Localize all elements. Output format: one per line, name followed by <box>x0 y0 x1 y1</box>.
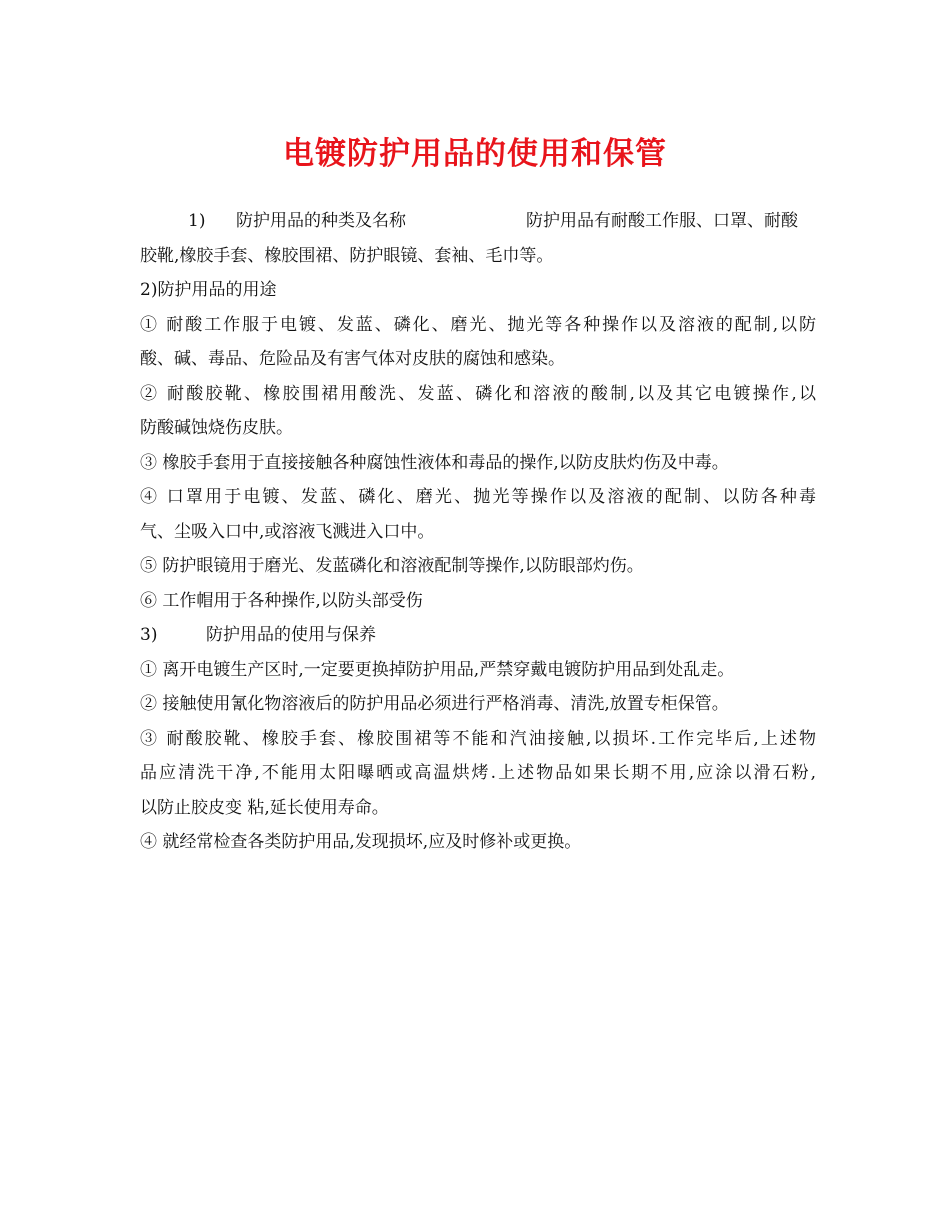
section1-text-line2: 胶靴,橡胶手套、橡胶围裙、防护眼镜、套袖、毛巾等。 <box>140 245 554 266</box>
section1-first-line <box>140 204 816 239</box>
section2-line-1: ① 耐酸工作服于电镀、发蓝、磷化、磨光、抛光等各种操作以及溶液的配制,以防 <box>140 314 816 335</box>
document-title: 电镀防护用品的使用和保管 <box>283 136 667 172</box>
section1-heading: 防护用品的种类及名称 <box>236 211 406 231</box>
section3-line-6: ④ 就经常检查各类防护用品,发现损坏,应及时修补或更换。 <box>140 832 582 852</box>
section2-line-5: ③ 橡胶手套用于直接接触各种腐蚀性液体和毒品的操作,以防皮肤灼伤及中毒。 <box>140 452 729 473</box>
section3-line-3: ③ 耐酸胶靴、橡胶手套、橡胶围裙等不能和汽油接触,以损坏.工作完毕后,上述物 <box>140 728 816 749</box>
section3-line-4: 品应清洗干净,不能用太阳曝晒或高温烘烤.上述物品如果长期不用,应涂以滑石粉, <box>140 763 816 783</box>
section3-number: 3) <box>140 625 158 645</box>
section2-line-3: ② 耐酸胶靴、橡胶围裙用酸洗、发蓝、磷化和溶液的酸制,以及其它电镀操作,以 <box>140 383 816 404</box>
section2-line-9: ⑥ 工作帽用于各种操作,以防头部受伤 <box>140 590 423 611</box>
section2-line-2: 酸、碱、毒品、危险品及有害气体对皮肤的腐蚀和感染。 <box>140 349 565 369</box>
section3-heading-line <box>140 618 816 653</box>
section3-line-5: 以防止胶皮变 粘,延长使用寿命。 <box>140 797 389 818</box>
section1-number: 1) <box>188 211 206 231</box>
section2-heading: 2)防护用品的用途 <box>140 280 277 300</box>
section2-line-4: 防酸碱蚀烧伤皮肤。 <box>140 418 293 438</box>
section3-heading: 防护用品的使用与保养 <box>206 625 376 645</box>
document-body <box>140 204 816 860</box>
section1-text-line1: 防护用品有耐酸工作服、口罩、耐酸 <box>526 211 798 231</box>
section2-line-8: ⑤ 防护眼镜用于磨光、发蓝磷化和溶液配制等操作,以防眼部灼伤。 <box>140 556 644 576</box>
section2-line-6: ④ 口罩用于电镀、发蓝、磷化、磨光、抛光等操作以及溶液的配制、以防各种毒 <box>140 487 816 507</box>
section3-line-1: ① 离开电镀生产区时,一定要更换掉防护用品,严禁穿戴电镀防护用品到处乱走。 <box>140 659 735 680</box>
section2-line-7: 气、尘吸入口中,或溶液飞溅进入口中。 <box>140 521 435 542</box>
section3-line-2: ② 接触使用氰化物溶液后的防护用品必须进行严格消毒、清洗,放置专柜保管。 <box>140 694 729 714</box>
